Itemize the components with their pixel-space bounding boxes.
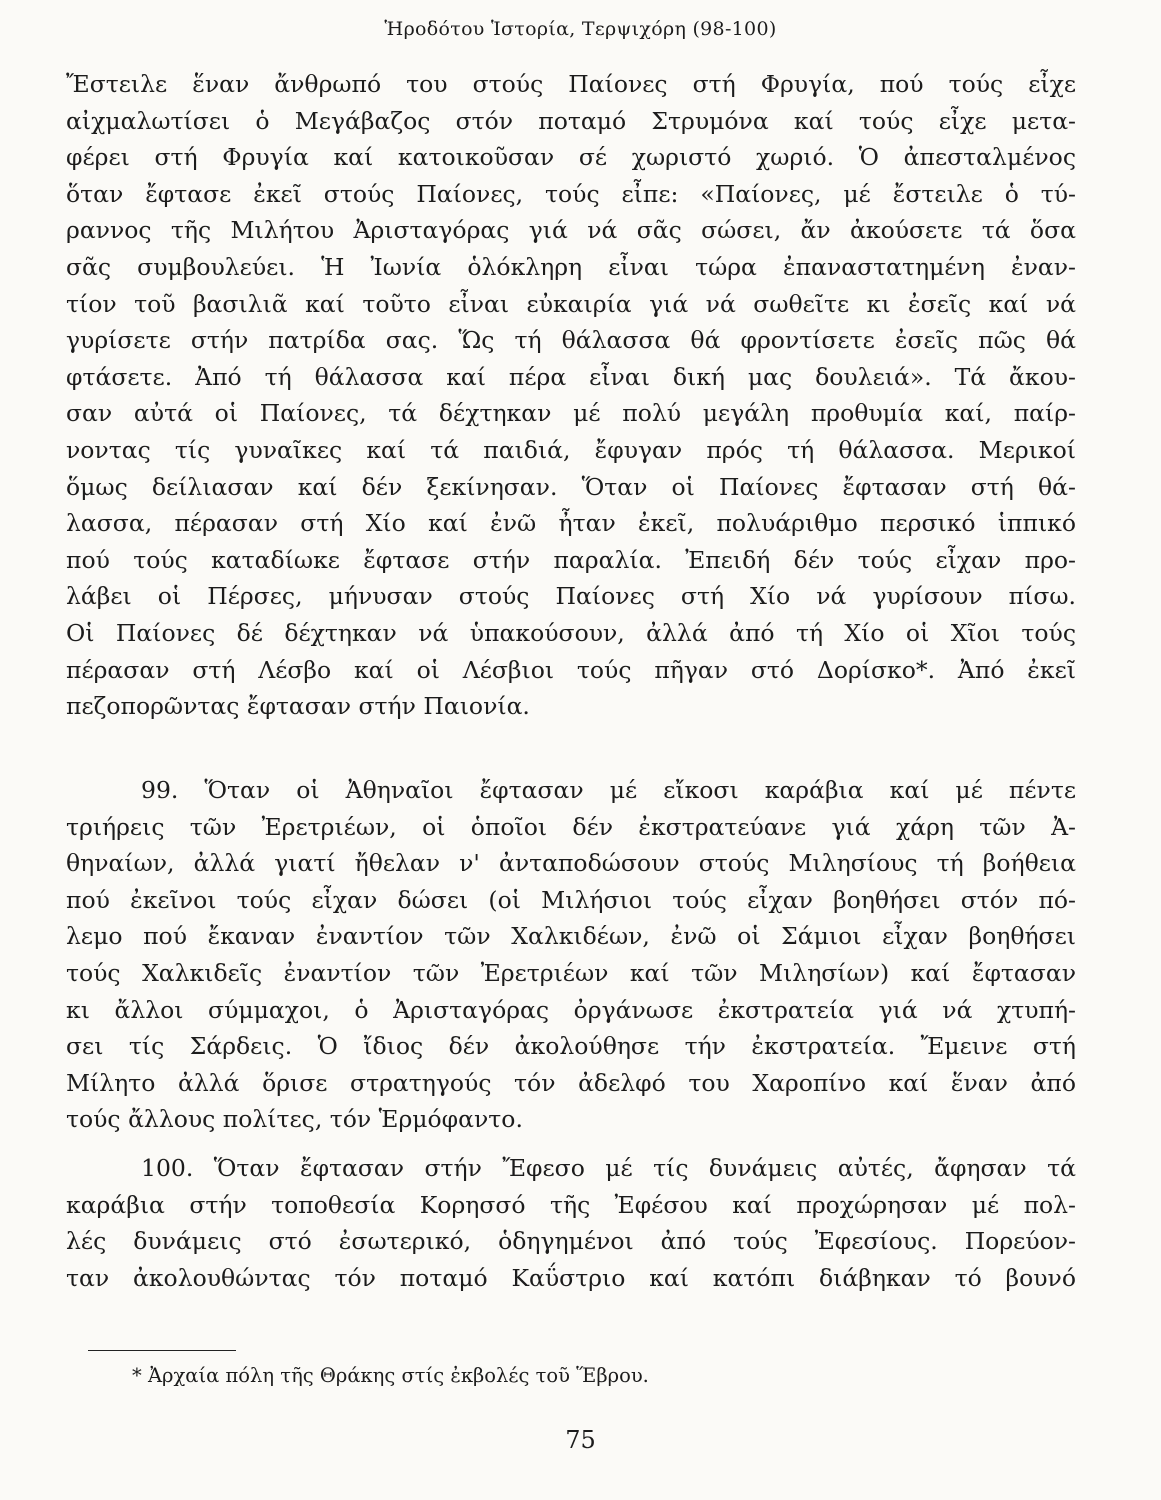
text-line: αἰχμαλωτίσει ὁ Μεγάβαζος στόν ποταμό Στρυμόνα καί τούς εἶχε μετα- [66, 106, 1076, 135]
running-head: Ἡροδότου Ἱστορία, Τερψιχόρη (98-100) [384, 18, 777, 40]
text-line: τίον τοῦ βασιλιᾶ καί τοῦτο εἶναι εὐκαιρία γιά νά σωθεῖτε κι ἐσεῖς καί νά [66, 289, 1076, 318]
text-line: τριήρεις τῶν Ἐρετριέων, οἱ ὁποῖοι δέν ἐκστρατεύανε γιά χάρη τῶν Ἀ- [66, 812, 1076, 841]
paragraph-1 [66, 66, 1076, 725]
text-line: Μίλητο ἀλλά ὅρισε στρατηγούς τόν ἀδελφό του Χαροπίνο καί ἕναν ἀπό [66, 1068, 1076, 1097]
text-line: πού ἐκεῖνοι τούς εἶχαν δώσει (οἱ Μιλήσιοι τούς εἶχαν βοηθήσει στόν πό- [66, 885, 1076, 914]
text-line: νοντας τίς γυναῖκες καί τά παιδιά, ἔφυγαν πρός τή θάλασσα. Μερικοί [66, 435, 1076, 464]
text-line: Ἔστειλε ἕναν ἄνθρωπό του στούς Παίονες στή Φρυγία, πού τούς εἶχε [66, 70, 1076, 98]
page-number: 75 [565, 1426, 596, 1454]
text-line: λάβει οἱ Πέρσες, μήνυσαν στούς Παίονες στή Χίο νά γυρίσουν πίσω. [66, 582, 1076, 611]
text-line: πού τούς καταδίωκε ἔφτασε στήν παραλία. Ἐπειδή δέν τούς εἶχαν προ- [66, 545, 1076, 574]
text-line: ὅταν ἔφτασε ἐκεῖ στούς Παίονες, τούς εἶπε: «Παίονες, μέ ἔστειλε ὁ τύ- [66, 179, 1076, 208]
text-line: 99. Ὅταν οἱ Ἀθηναῖοι ἔφτασαν μέ εἴκοσι καράβια καί μέ πέντε [141, 776, 1076, 804]
paragraph-section-100 [66, 1150, 1076, 1296]
text-line: ὅμως δείλιασαν καί δέν ξεκίνησαν. Ὅταν οἱ Παίονες ἔφτασαν στή θά- [66, 472, 1076, 501]
text-line: κι ἄλλοι σύμμαχοι, ὁ Ἀρισταγόρας ὀργάνωσε ἐκστρατεία γιά νά χτυπή- [66, 995, 1076, 1024]
text-line: γυρίσετε στήν πατρίδα σας. Ὥς τή θάλασσα θά φροντίσετε ἐσεῖς πῶς θά [66, 326, 1076, 355]
footnote: * Ἀρχαία πόλη τῆς Θράκης στίς ἐκβολές τοῦ Ἕβρου. [132, 1364, 649, 1387]
text-line: σει τίς Σάρδεις. Ὁ ἴδιος δέν ἀκολούθησε τήν ἐκστρατεία. Ἔμεινε στή [66, 1032, 1076, 1061]
text-line: Οἱ Παίονες δέ δέχτηκαν νά ὑπακούσουν, ἀλλά ἀπό τή Χίο οἱ Χῖοι τούς [66, 618, 1076, 647]
text-line: 100. Ὅταν ἔφτασαν στήν Ἔφεσο μέ τίς δυνάμεις αὐτές, ἄφησαν τά [141, 1154, 1076, 1182]
text-line: θηναίων, ἀλλά γιατί ἤθελαν ν' ἀνταποδώσουν στούς Μιλησίους τή βοήθεια [66, 849, 1076, 878]
text-line: τούς ἄλλους πολίτες, τόν Ἑρμόφαντο. [66, 1105, 523, 1134]
footnote-rule [88, 1350, 236, 1351]
text-line: φτάσετε. Ἀπό τή θάλασσα καί πέρα εἶναι δική μας δουλειά». Τά ἄκου- [66, 362, 1076, 391]
text-line: πέρασαν στή Λέσβο καί οἱ Λέσβιοι τούς πῆγαν στό Δορίσκο*. Ἀπό ἐκεῖ [66, 655, 1076, 684]
text-line: λασσα, πέρασαν στή Χίο καί ἐνῶ ἦταν ἐκεῖ, πολυάριθμο περσικό ἱππικό [66, 509, 1076, 538]
text-line: λεμο πού ἔκαναν ἐναντίον τῶν Χαλκιδέων, ἐνῶ οἱ Σάμιοι εἶχαν βοηθήσει [66, 922, 1076, 951]
text-line: πεζοπορῶντας ἔφτασαν στήν Παιονία. [66, 692, 530, 721]
text-line: σᾶς συμβουλεύει. Ἡ Ἰωνία ὁλόκληρη εἶναι τώρα ἐπαναστατημένη ἐναν- [66, 252, 1076, 281]
text-line: τούς Χαλκιδεῖς ἐναντίον τῶν Ἐρετριέων καί τῶν Μιλησίων) καί ἔφτασαν [66, 958, 1076, 987]
text-line: καράβια στήν τοποθεσία Κορησσό τῆς Ἐφέσου καί προχώρησαν μέ πολ- [66, 1190, 1076, 1219]
paragraph-section-99 [66, 772, 1076, 1138]
text-line: σαν αὐτά οἱ Παίονες, τά δέχτηκαν μέ πολύ μεγάλη προθυμία καί, παίρ- [66, 399, 1076, 428]
text-line: ραννος τῆς Μιλήτου Ἀρισταγόρας γιά νά σᾶς σώσει, ἄν ἀκούσετε τά ὅσα [66, 216, 1076, 245]
text-line: φέρει στή Φρυγία καί κατοικοῦσαν σέ χωριστό χωριό. Ὁ ἀπεσταλμένος [66, 143, 1076, 172]
text-line: λές δυνάμεις στό ἐσωτερικό, ὁδηγημένοι ἀπό τούς Ἐφεσίους. Πορεύον- [66, 1227, 1076, 1256]
text-line: ταν ἀκολουθώντας τόν ποταμό Καΰστριο καί κατόπι διάβηκαν τό βουνό [66, 1263, 1076, 1292]
